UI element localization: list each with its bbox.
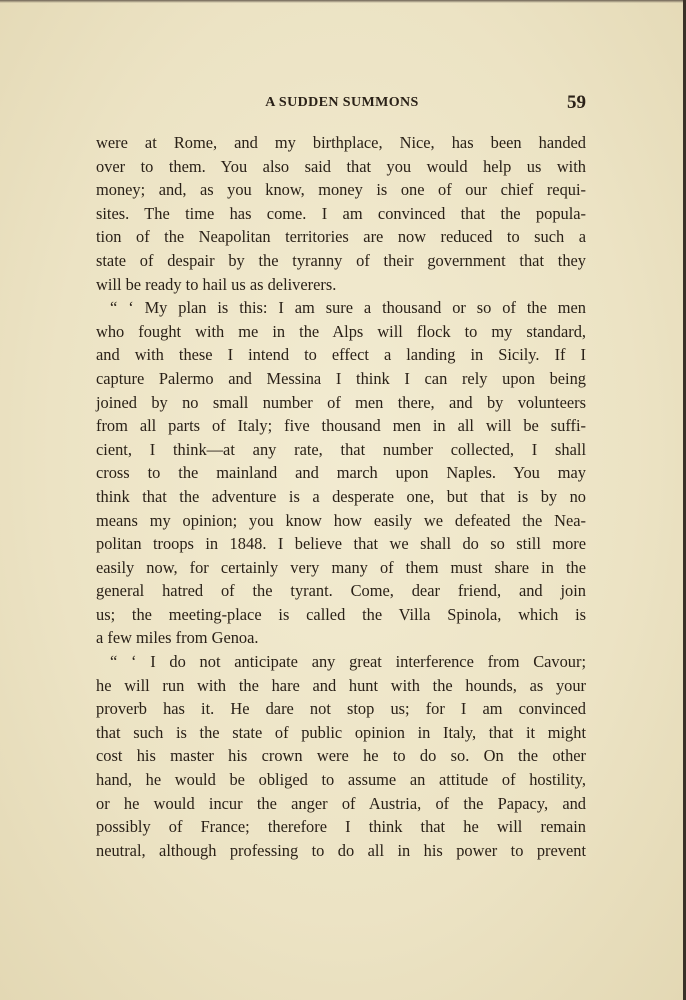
text-line: from all parts of Italy; five thousand men in all will be suffi-	[96, 416, 586, 436]
page-number: 59	[567, 92, 586, 113]
running-title: A SUDDEN SUMMONS	[265, 95, 419, 110]
text-line: “ ‘ I do not anticipate any great interference from Cavour;	[110, 652, 586, 672]
body-text	[96, 131, 586, 862]
page-header	[96, 92, 588, 116]
text-line: cient, I think—at any rate, that number collected, I shall	[96, 439, 586, 459]
text-line: possibly of France; therefore I think that he will remain	[96, 817, 586, 837]
text-line: hand, he would be obliged to assume an attitude of hostility,	[96, 770, 586, 790]
text-line: money; and, as you know, money is one of our chief requi-	[96, 180, 586, 200]
page-top-shadow	[0, 0, 686, 3]
text-line: capture Palermo and Messina I think I can rely upon being	[96, 368, 586, 388]
text-line: tion of the Neapolitan territories are now reduced to such a	[96, 227, 586, 247]
text-line: over to them. You also said that you would help us with	[96, 156, 586, 176]
text-line: who fought with me in the Alps will flock to my standard,	[96, 321, 586, 341]
text-line: neutral, although professing to do all in his power to prevent	[96, 840, 586, 860]
text-line: will be ready to hail us as deliverers.	[96, 274, 337, 294]
text-line: cost his master his crown were he to do so. On the other	[96, 746, 586, 766]
text-line: that such is the state of public opinion in Italy, that it might	[96, 722, 586, 742]
text-line: joined by no small number of men there, and by volunteers	[96, 392, 586, 412]
text-line: sites. The time has come. I am convinced that the popula-	[96, 203, 586, 223]
text-line: general hatred of the tyrant. Come, dear friend, and join	[96, 581, 586, 601]
text-line: easily now, for certainly very many of them must share in the	[96, 557, 586, 577]
text-line: and with these I intend to effect a landing in Sicily. If I	[96, 345, 586, 365]
text-line: cross to the mainland and march upon Naples. You may	[96, 463, 586, 483]
text-line: he will run with the hare and hunt with the hounds, as your	[96, 675, 586, 695]
text-line: “ ‘ My plan is this: I am sure a thousand or so of the men	[110, 298, 586, 318]
text-line: state of despair by the tyranny of their government that they	[96, 250, 586, 270]
text-line: were at Rome, and my birthplace, Nice, has been handed	[96, 133, 586, 152]
text-line: means my opinion; you know how easily we defeated the Nea-	[96, 510, 586, 530]
text-line: us; the meeting-place is called the Villa Spinola, which is	[96, 604, 586, 624]
text-line: or he would incur the anger of Austria, of the Papacy, and	[96, 793, 586, 813]
text-line: politan troops in 1848. I believe that we shall do so still more	[96, 534, 586, 554]
text-line: a few miles from Genoa.	[96, 628, 259, 648]
text-line: proverb has it. He dare not stop us; for I am convinced	[96, 699, 586, 719]
text-line: think that the adventure is a desperate one, but that is by no	[96, 486, 586, 506]
